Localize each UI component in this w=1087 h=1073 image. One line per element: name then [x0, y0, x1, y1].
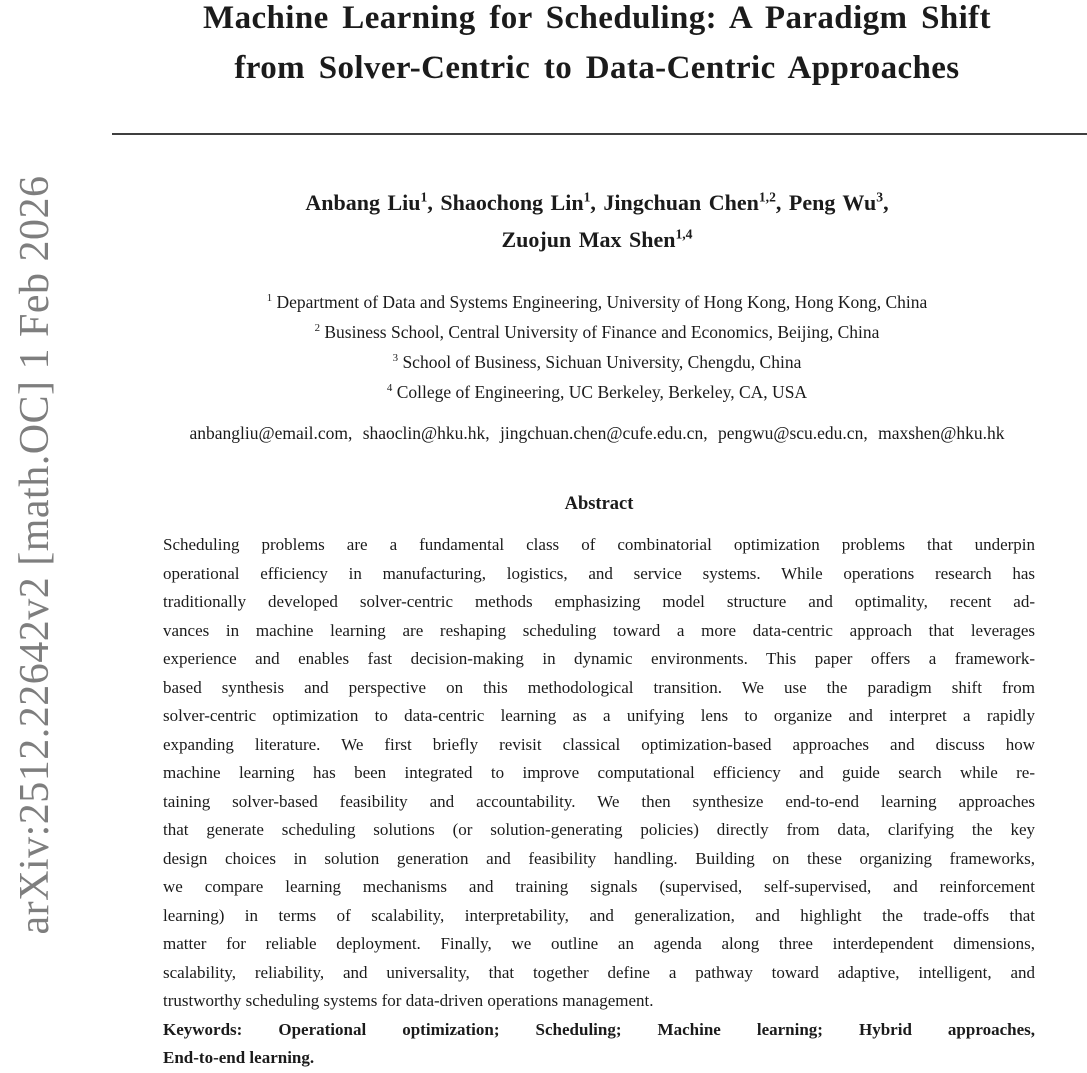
text-line: operational efficiency in manufacturing, logistics, and service systems. While operations research has [163, 563, 1035, 583]
text-line: vances in machine learning are reshaping scheduling toward a more data-centric approach that leverages [163, 620, 1035, 640]
text-line: expanding literature. We first briefly revisit classical optimization-based approaches and discuss how [163, 734, 1035, 754]
text-line: experience and enables fast decision-making in dynamic environments. This paper offers a framework- [163, 649, 1035, 668]
abstract-body [163, 531, 1035, 1073]
affiliation-item: $^3$ School of Business, Sichuan University, Chengdu, China [392, 352, 802, 372]
keywords-lines [163, 1016, 1035, 1073]
abstract-heading: Abstract [564, 494, 634, 514]
affiliation-item: $^2$ Business School, Central University of Finance and Economics, Beijing, China [314, 322, 880, 342]
paper-title-line1: Machine Learning for Scheduling: A Paradigm Shift [203, 0, 991, 36]
text-line: solver-centric optimization to data-centric learning as a unifying lens to organize and interpret a rapidly [163, 706, 1035, 725]
abstract-lines [163, 531, 1035, 1016]
author-line-2 [107, 221, 1087, 258]
paper-title-line2: from Solver-Centric to Data-Centric Approaches [234, 50, 960, 86]
arxiv-watermark: arXiv:2512.22642v2 [math.OC] 1 Feb 2026 [12, 175, 58, 935]
author-affiliation-sup: 1,4 [675, 226, 693, 242]
author-line-1: Anbang Liu$^1$, Shaochong Lin$^1$, Jingchuan Chen$^{1,2}$, Peng Wu$^3$, [305, 189, 889, 215]
text-line: scalability, reliability, and universality, that together define a pathway toward adaptive, intelligent, and [163, 962, 1035, 982]
text-line: that generate scheduling solutions (or solution-generating policies) directly from data, clarifying the key [163, 820, 1035, 839]
paper-title [107, 0, 1087, 93]
author-list [107, 184, 1087, 258]
text-line: Scheduling problems are a fundamental class of combinatorial optimization problems that underpin [163, 535, 1035, 554]
text-line: based synthesis and perspective on this methodological transition. We use the paradigm shift from [163, 677, 1035, 697]
email-line: anbangliu@email.com, shaoclin@hku.hk, jingchuan.chen@cufe.edu.cn, pengwu@scu.edu.cn, maxshen@hku.hk [189, 423, 1005, 443]
text-line: machine learning has been integrated to improve computational efficiency and guide search while re- [163, 763, 1035, 782]
affiliation-list [107, 287, 1087, 407]
author-name: Anbang Liu [305, 190, 421, 215]
text-line: traditionally developed solver-centric methods emphasizing model structure and optimality, recent ad- [163, 592, 1035, 611]
affiliation-sup: 1 [266, 292, 273, 305]
title-divider-rule [112, 133, 1087, 135]
author-name: Jingchuan Chen [603, 190, 759, 215]
text-line: learning) in terms of scalability, interpretability, and generalization, and highlight the trade-offs that [163, 905, 1035, 925]
affiliation-sup: 3 [392, 352, 399, 365]
text-line: trustworthy scheduling systems for data-driven operations management. [163, 991, 654, 1010]
text-line: taining solver-based feasibility and accountability. We then synthesize end-to-end learning approaches [163, 791, 1035, 811]
author-name: Shaochong Lin [440, 190, 584, 215]
affiliation-item: $^4$ College of Engineering, UC Berkeley, Berkeley, CA, USA [386, 382, 808, 402]
affiliation-sup: 2 [314, 322, 320, 335]
author-affiliation-sup: 1,2 [758, 189, 776, 205]
affiliation-item: $^1$ Department of Data and Systems Engineering, University of Hong Kong, Hong Kong, China [266, 292, 928, 312]
affiliation-sup: 4 [386, 382, 393, 395]
text-line: End-to-end learning. [163, 1048, 315, 1067]
text-line: matter for reliable deployment. Finally, we outline an agenda along three interdependent dimensions, [163, 934, 1035, 953]
text-line: we compare learning mechanisms and training signals (supervised, self-supervised, and reinforcement [163, 877, 1035, 896]
author-name: Peng Wu [788, 190, 877, 215]
author-affiliation-sup: 1 [583, 189, 591, 205]
author-name: Zuojun Max Shen [501, 227, 676, 252]
author-affiliation-sup: 3 [876, 189, 884, 205]
text-line: Keywords: Operational optimization; Scheduling; Machine learning; Hybrid approaches, [163, 1019, 1035, 1039]
author-affiliation-sup: 1 [420, 189, 428, 205]
text-line: design choices in solution generation and feasibility handling. Building on these organizing frameworks, [163, 848, 1035, 868]
